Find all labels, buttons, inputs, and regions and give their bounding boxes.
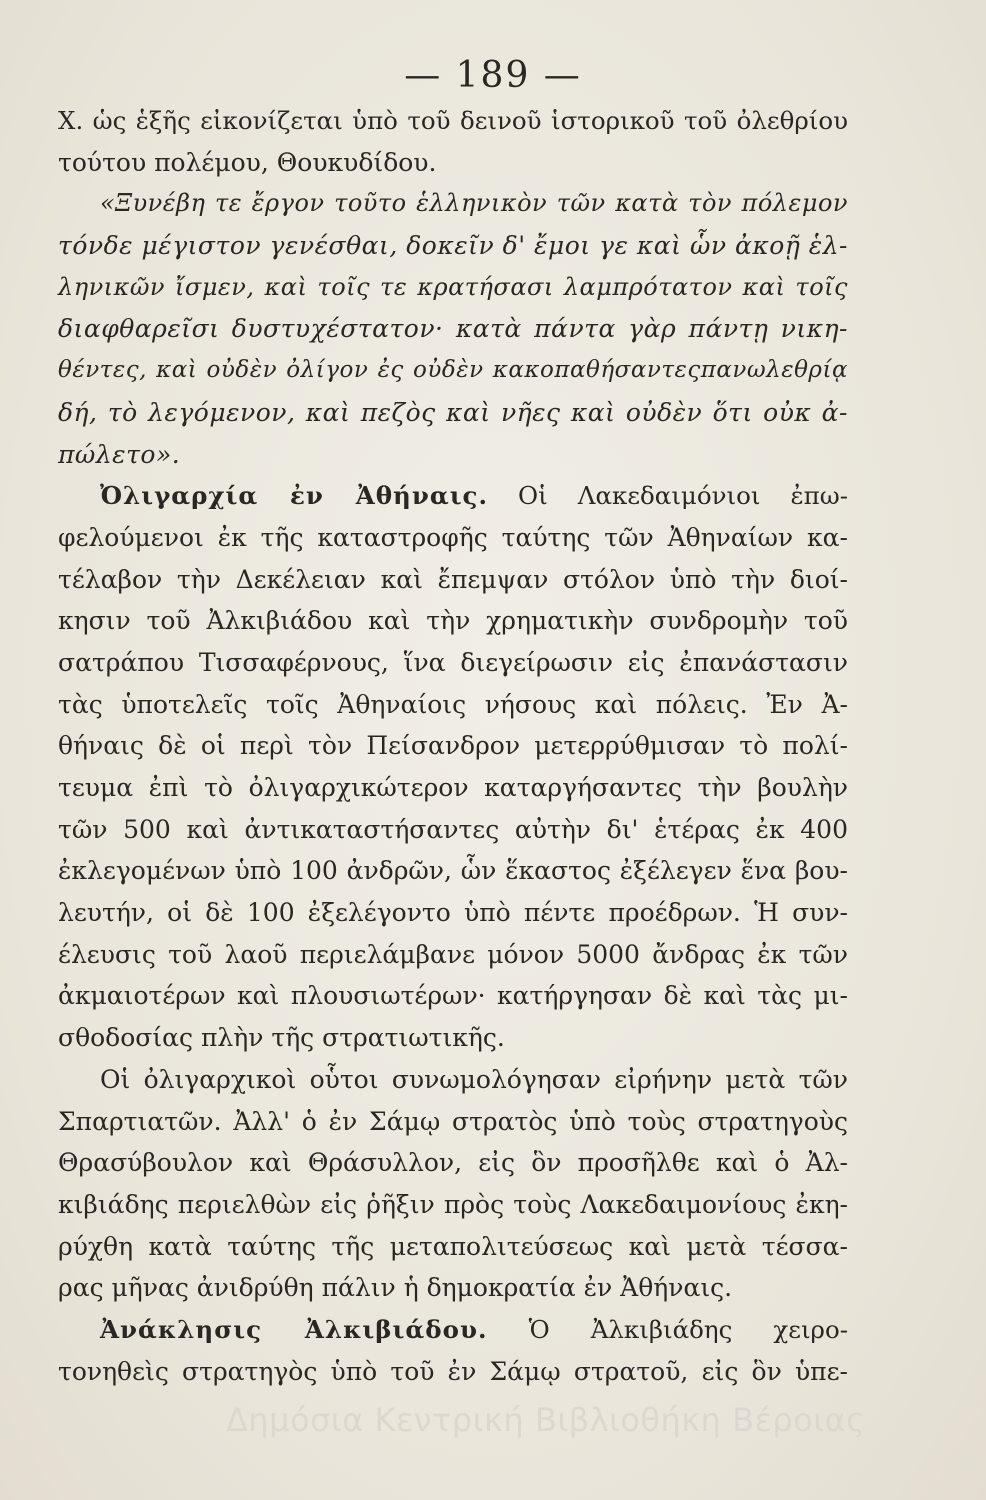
quote-line: τόνδε μέγιστον γενέσθαι, δοκεῖν δ' ἔμοι γε καὶ ὧν ἀκοῇ ἑλ- [58,231,848,261]
text-line: σθοδοσίας πλὴν τῆς στρατιωτικῆς. [58,1023,505,1053]
text-line: ἐκλεγομένων ὑπὸ 100 ἀνδρῶν, ὧν ἕκαστος ἐξέλεγεν ἕνα βου- [58,856,848,886]
text-line: τῶν 500 καὶ ἀντικαταστήσαντες αὐτὴν δι' ἑτέρας ἐκ 400 [58,814,848,844]
text-line: τὰς ὑποτελεῖς τοῖς Ἀθηναίοις νήσους καὶ πόλεις. Ἐν Ἀ- [58,689,848,719]
text-line: έλευσις τοῦ λαοῦ περιελάμβανε μόνον 5000 ἄνδρας ἐκ τῶν [58,939,848,969]
text-line: τονηθεὶς στρατηγὸς ὑπὸ τοῦ ἐν Σάμῳ στρατοῦ, εἰς ὃν ὑπε- [58,1356,848,1386]
section-heading: Ἀνάκλησις Ἀλκιβιάδου. [100,1314,488,1344]
text-line: Σπαρτιατῶν. Ἀλλ' ὁ ἐν Σάμῳ στρατὸς ὑπὸ τοὺς στρατηγοὺς [58,1106,848,1136]
quote-line: διαφθαρεῖσι δυστυχέστατον· κατὰ πάντα γὰρ πάντῃ νικη- [58,314,848,344]
section-heading-line: Ἀνάκλησις Ἀλκιβιάδου. Ὁ Ἀλκιβιάδης χειρο- [100,1314,848,1344]
quote-line: δή, τὸ λεγόμενον, καὶ πεζὸς καὶ νῆες καὶ οὐδὲν ὅτι οὐκ ἀ- [58,397,848,427]
quote-line: «Ξυνέβη τε ἔργον τοῦτο ἑλληνικὸν τῶν κατὰ τὸν πόλεμον [100,189,848,218]
section-heading-line: Ὀλιγαρχία ἐν Ἀθήναις. Οἱ Λακεδαιμόνιοι ἐπω- [100,481,848,511]
text-line: Θρασύβουλον καὶ Θράσυλλον, εἰς ὃν προσῆλθε καὶ ὁ Ἀλ- [58,1148,848,1178]
text-line: κιβιάδης περιελθὼν εἰς ῥῆξιν πρὸς τοὺς Λακεδαιμονίους ἐκη- [58,1189,848,1219]
quote-line: πώλετο». [58,439,181,469]
text-line: φελούμενοι ἐκ τῆς καταστροφῆς ταύτης τῶν Ἀθηναίων κα- [58,522,848,552]
text-line: λευτήν, οἱ δὲ 100 ἐξελέγοντο ὑπὸ πέντε προέδρων. Ἡ συν- [58,898,848,928]
library-watermark: Δημόσια Κεντρική Βιβλιοθήκη Βέροιας [226,1401,866,1439]
text-line: τευμα ἐπὶ τὸ ὀλιγαρχικώτερον καταργήσαντες τὴν βουλὴν [58,773,848,802]
page-number: — 189 — [404,55,582,96]
text-line: ἀκμαιοτέρων καὶ πλουσιωτέρων· κατήργησαν δὲ καὶ τὰς μι- [58,981,848,1011]
section-heading: Ὀλιγαρχία ἐν Ἀθήναις. [100,481,489,511]
text-line: Χ. ὡς ἑξῆς εἰκονίζεται ὑπὸ τοῦ δεινοῦ ἱστορικοῦ τοῦ ὀλεθρίου [58,106,848,135]
quote-line: θέντες, καὶ οὐδὲν ὀλίγον ἐς οὐδὲν κακοπαθήσαντεςπανωλεθρίᾳ [58,357,848,384]
text-line: ρας μῆνας ἀνιδρύθη πάλιν ἡ δημοκρατία ἐν Ἀθήναις. [58,1273,733,1303]
body-text [58,100,848,1392]
text-line: τούτου πολέμου, Θουκυδίδου. [58,147,437,177]
quote-line: ληνικῶν ἴσμεν, καὶ τοῖς τε κρατήσασι λαμπρότατον καὶ τοῖς [58,272,848,301]
text-line: Οἱ ὀλιγαρχικοὶ οὗτοι συνωμολόγησαν εἰρήνην μετὰ τῶν [100,1064,848,1094]
text-line: κησιν τοῦ Ἀλκιβιάδου καὶ τὴν χρηματικὴν συνδρομὴν τοῦ [58,606,848,636]
text-line: θήναις δὲ οἱ περὶ τὸν Πείσανδρον μετερρύθμισαν τὸ πολί- [58,731,848,761]
text-line: σατράπου Τισσαφέρνους, ἵνα διεγείρωσιν εἰς ἐπανάστασιν [58,647,848,677]
text-line: ρύχθη κατὰ ταύτης τῆς μεταπολιτεύσεως καὶ μετὰ τέσσα- [58,1231,848,1261]
text-line: τέλαβον τὴν Δεκέλειαν καὶ ἔπεμψαν στόλον ὑπὸ τὴν διοί- [58,564,848,594]
